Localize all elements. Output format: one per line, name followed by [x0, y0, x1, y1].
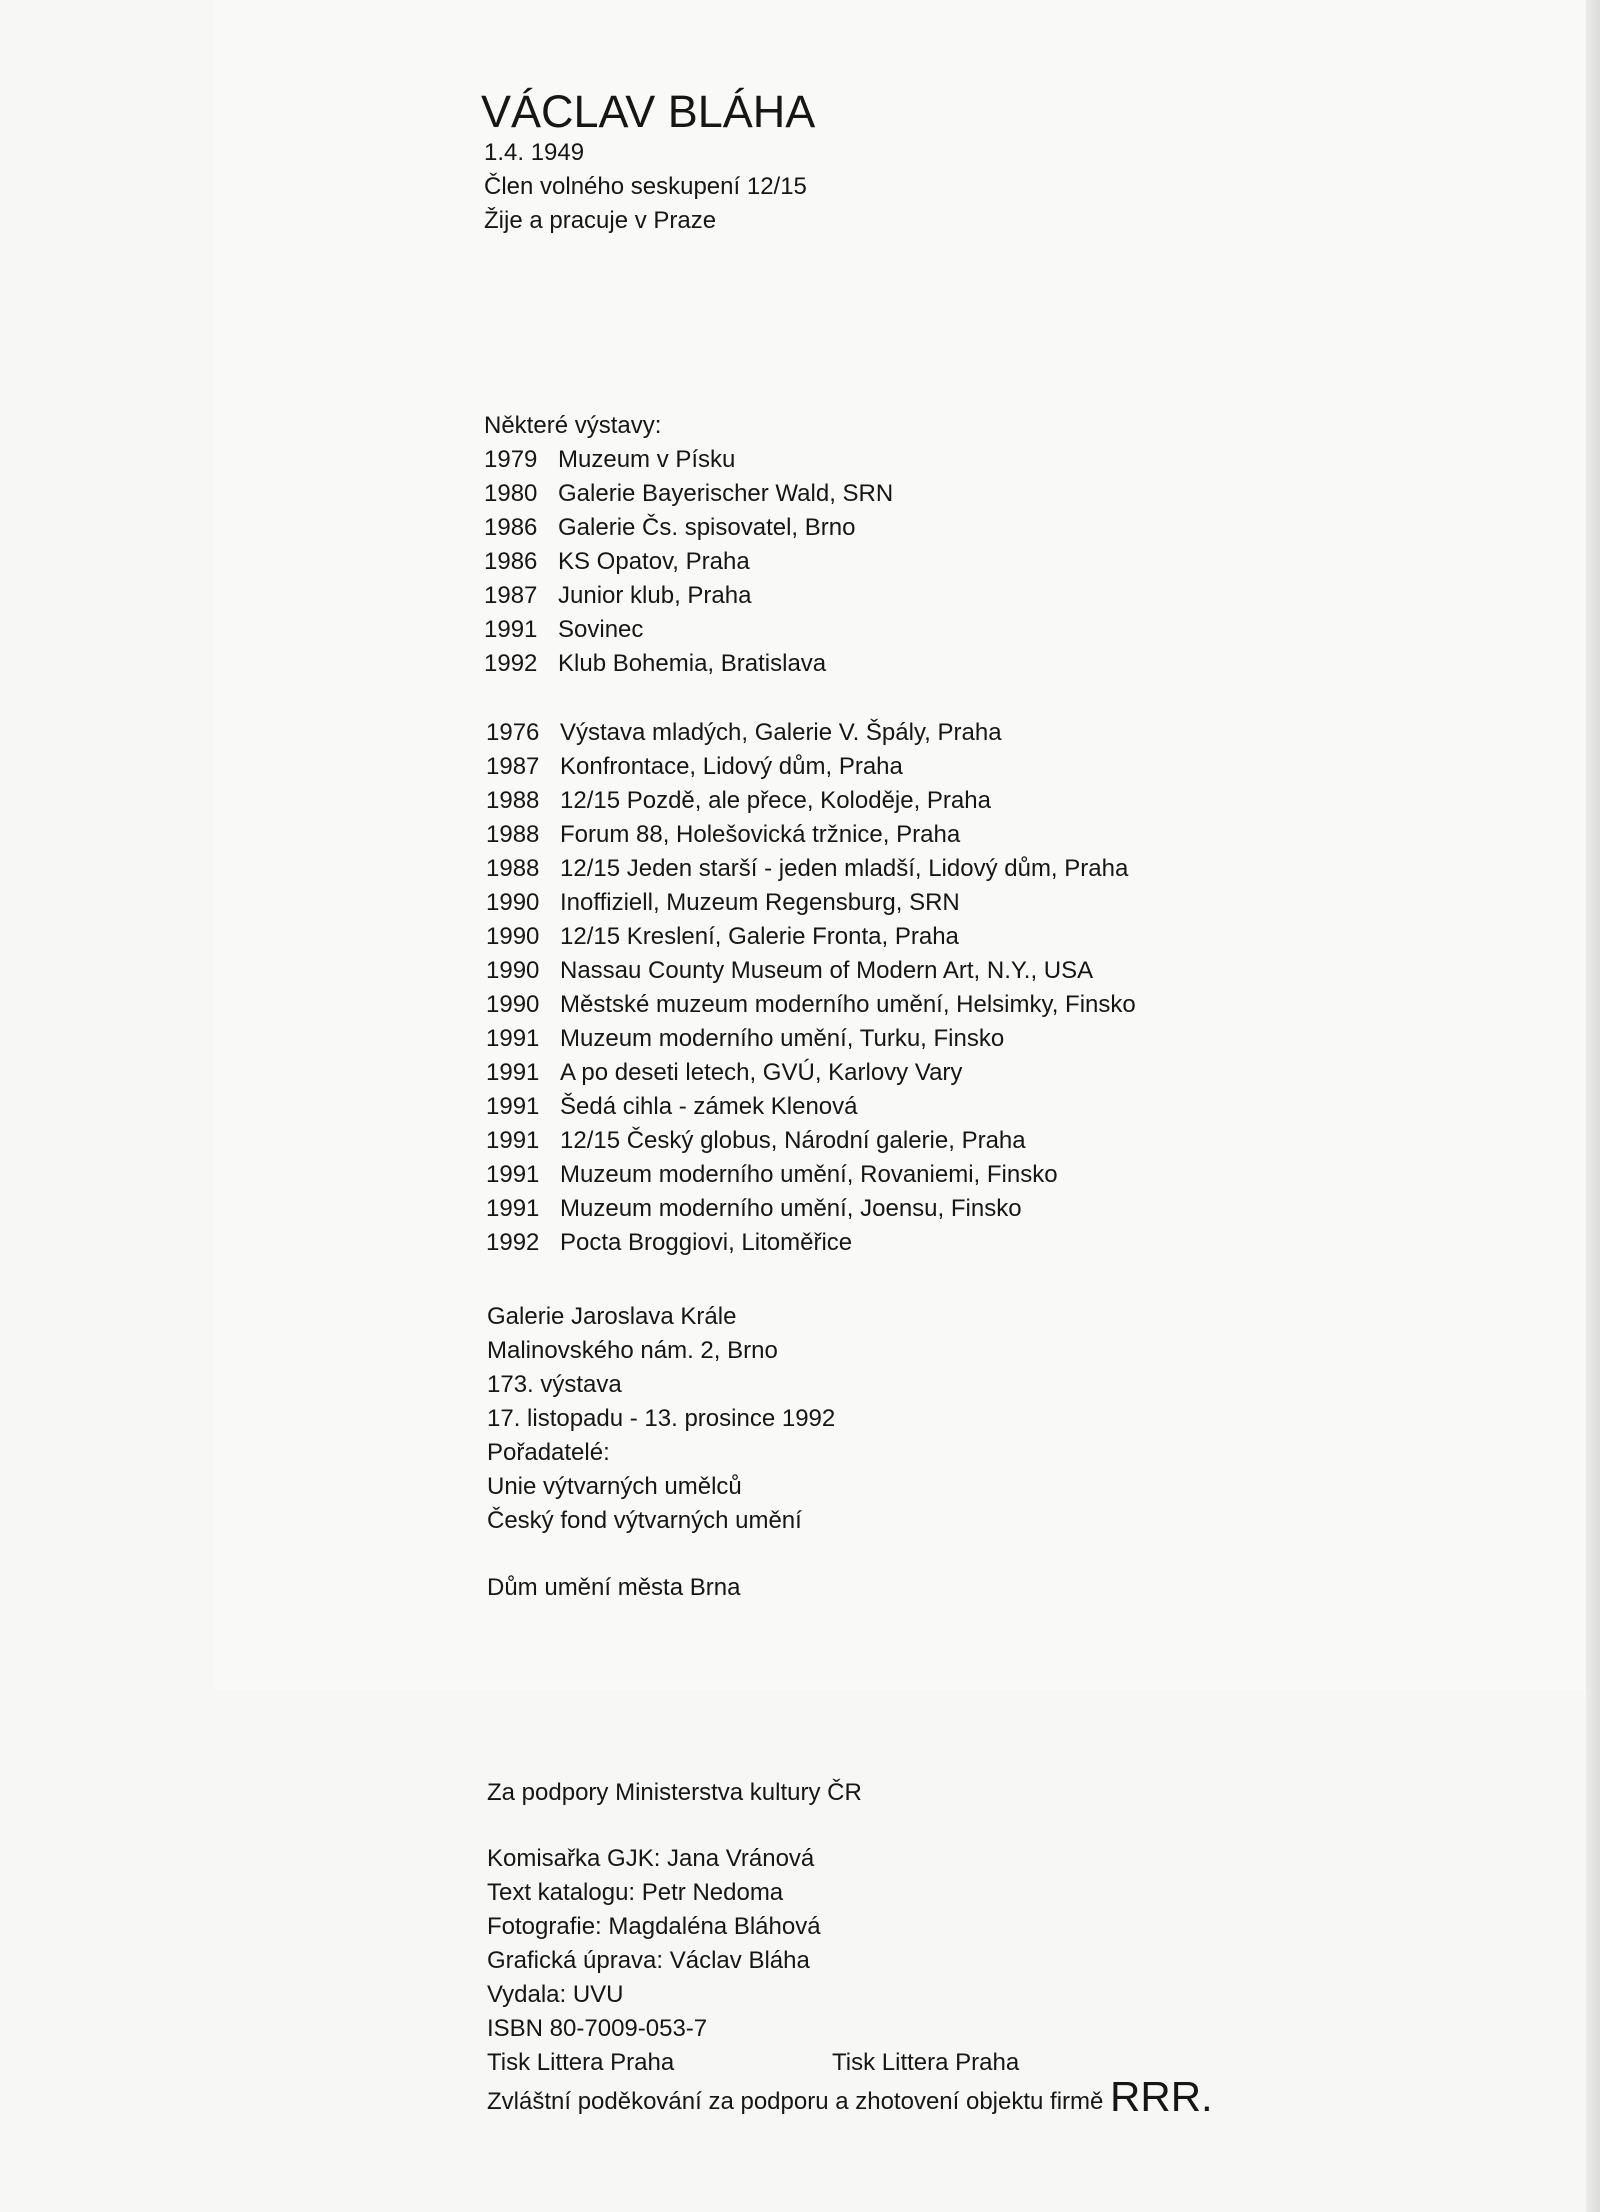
exhibition-year: 1991: [484, 616, 538, 643]
exhibition-text: KS Opatov, Praha: [558, 548, 750, 575]
exhibition-item: [484, 443, 893, 477]
exhibition-year: 1991: [486, 1127, 540, 1154]
exhibition-item: [486, 716, 1136, 750]
exhibition-item: [486, 1158, 1136, 1192]
artist-name: VÁCLAV BLÁHA: [481, 86, 816, 137]
exhibition-item: [486, 1022, 1136, 1056]
exhibition-year: 1992: [486, 1229, 540, 1256]
photography-credit: Fotografie: Magdaléna Bláhová: [487, 1913, 821, 1940]
exhibition-year: 1980: [484, 480, 538, 507]
exhibition-info: [487, 1300, 835, 1538]
exhibition-item: [486, 886, 1136, 920]
exhibition-text: Galerie Čs. spisovatel, Brno: [558, 514, 856, 541]
exhibition-item: [486, 920, 1136, 954]
credits: [487, 1842, 1213, 2120]
print-line: [487, 2046, 1213, 2080]
exhibition-year: 1991: [486, 1025, 540, 1052]
exhibition-year: 1991: [486, 1161, 540, 1188]
exhibition-text: 12/15 Jeden starší - jeden mladší, Lidový dům, Praha: [560, 855, 1129, 882]
exhibition-year: 1991: [486, 1093, 540, 1120]
exhibition-item: [486, 1192, 1136, 1226]
exhibitions-heading: Některé výstavy:: [484, 412, 662, 439]
page-edge: [1586, 0, 1600, 2212]
exhibition-text: Pocta Broggiovi, Litoměřice: [560, 1229, 853, 1256]
exhibition-item: [486, 852, 1136, 886]
exhibition-text: Klub Bohemia, Bratislava: [558, 650, 827, 677]
exhibition-year: 1990: [486, 991, 540, 1018]
exhibition-item: [484, 647, 893, 681]
venue: [487, 1571, 740, 1605]
exhibition-item: [486, 1056, 1136, 1090]
membership: Člen volného seskupení 12/15: [484, 173, 807, 200]
exhibition-text: 12/15 Český globus, Národní galerie, Praha: [560, 1127, 1026, 1154]
exhibition-year: 1979: [484, 446, 538, 473]
commissioner: Komisařka GJK: Jana Vránová: [487, 1845, 815, 1872]
brand-rrr: RRR.: [1110, 2073, 1213, 2120]
exhibition-year: 1991: [486, 1059, 540, 1086]
exhibition-item: [484, 545, 893, 579]
exhibition-year: 1987: [484, 582, 538, 609]
exhibition-text: Výstava mladých, Galerie V. Špály, Praha: [560, 719, 1002, 746]
exhibition-item: [486, 988, 1136, 1022]
exhibition-year: 1991: [486, 1195, 540, 1222]
organizer: Unie výtvarných umělců: [487, 1473, 742, 1500]
exhibition-text: Muzeum moderního umění, Turku, Finsko: [560, 1025, 1005, 1052]
exhibition-item: [486, 1090, 1136, 1124]
support-text: Za podpory Ministerstva kultury ČR: [487, 1779, 862, 1806]
thanks-text: Zvláštní poděkování za podporu a zhotovení objektu firmě: [487, 2088, 1104, 2115]
exhibition-year: 1988: [486, 787, 540, 814]
venue-name: Dům umění města Brna: [487, 1574, 741, 1601]
exhibition-item: [486, 1124, 1136, 1158]
exhibition-item: [484, 511, 893, 545]
exhibition-text: Junior klub, Praha: [558, 582, 752, 609]
exhibition-text: 12/15 Pozdě, ale přece, Koloděje, Praha: [560, 787, 991, 814]
exhibition-item: [484, 477, 893, 511]
exhibition-dates: 17. listopadu - 13. prosince 1992: [487, 1405, 836, 1432]
exhibition-text: Muzeum moderního umění, Joensu, Finsko: [560, 1195, 1022, 1222]
exhibition-text: Inoffiziell, Muzeum Regensburg, SRN: [560, 889, 960, 916]
residence: Žije a pracuje v Praze: [484, 207, 717, 234]
exhibition-text: Sovinec: [558, 616, 644, 643]
exhibition-year: 1988: [486, 821, 540, 848]
organizers-label: Pořadatelé:: [487, 1439, 610, 1466]
exhibition-year: 1990: [486, 923, 540, 950]
exhibition-year: 1987: [486, 753, 540, 780]
exhibition-year: 1988: [486, 855, 540, 882]
exhibition-text: Galerie Bayerischer Wald, SRN: [558, 480, 894, 507]
exhibition-text: Muzeum v Písku: [558, 446, 736, 473]
exhibition-year: 1992: [484, 650, 538, 677]
exhibition-text: 12/15 Kreslení, Galerie Fronta, Praha: [560, 923, 959, 950]
exhibition-year: 1990: [486, 957, 540, 984]
exhibition-text: Šedá cihla - zámek Klenová: [560, 1093, 858, 1120]
exhibition-item: [486, 784, 1136, 818]
exhibition-text: Konfrontace, Lidový dům, Praha: [560, 753, 903, 780]
solo-exhibitions: [484, 409, 893, 681]
publisher: Vydala: UVU: [487, 1981, 624, 2008]
birth-date: 1.4. 1949: [484, 139, 585, 166]
print-credit: Tisk Littera Praha: [487, 2049, 675, 2076]
exhibition-year: 1976: [486, 719, 540, 746]
artist-intro: [484, 136, 807, 238]
catalogue-text-author: Text katalogu: Petr Nedoma: [487, 1879, 784, 1906]
graphic-design-credit: Grafická úprava: Václav Bláha: [487, 1947, 810, 1974]
support-line: [487, 1776, 862, 1810]
exhibition-text: Nassau County Museum of Modern Art, N.Y., USA: [560, 957, 1094, 984]
gallery-name: Galerie Jaroslava Krále: [487, 1303, 737, 1330]
exhibition-item: [486, 750, 1136, 784]
exhibition-year: 1986: [484, 514, 538, 541]
isbn: ISBN 80-7009-053-7: [487, 2015, 708, 2042]
thanks-line: [487, 2073, 1213, 2120]
exhibition-number: 173. výstava: [487, 1371, 622, 1398]
exhibition-text: Městské muzeum moderního umění, Helsimky, Finsko: [560, 991, 1136, 1018]
group-exhibitions: [486, 716, 1136, 1260]
exhibition-item: [484, 579, 893, 613]
organizer: Český fond výtvarných umění: [487, 1507, 802, 1534]
exhibition-item: [486, 954, 1136, 988]
exhibition-item: [486, 818, 1136, 852]
exhibition-item: [486, 1226, 1136, 1260]
gallery-address: Malinovského nám. 2, Brno: [487, 1337, 778, 1364]
exhibition-year: 1990: [486, 889, 540, 916]
exhibition-text: Forum 88, Holešovická tržnice, Praha: [560, 821, 961, 848]
exhibition-text: A po deseti letech, GVÚ, Karlovy Vary: [560, 1059, 963, 1086]
exhibition-text: Muzeum moderního umění, Rovaniemi, Finsko: [560, 1161, 1058, 1188]
print-credit: Tisk Littera Praha: [832, 2049, 1020, 2076]
exhibition-item: [484, 613, 893, 647]
exhibition-year: 1986: [484, 548, 538, 575]
